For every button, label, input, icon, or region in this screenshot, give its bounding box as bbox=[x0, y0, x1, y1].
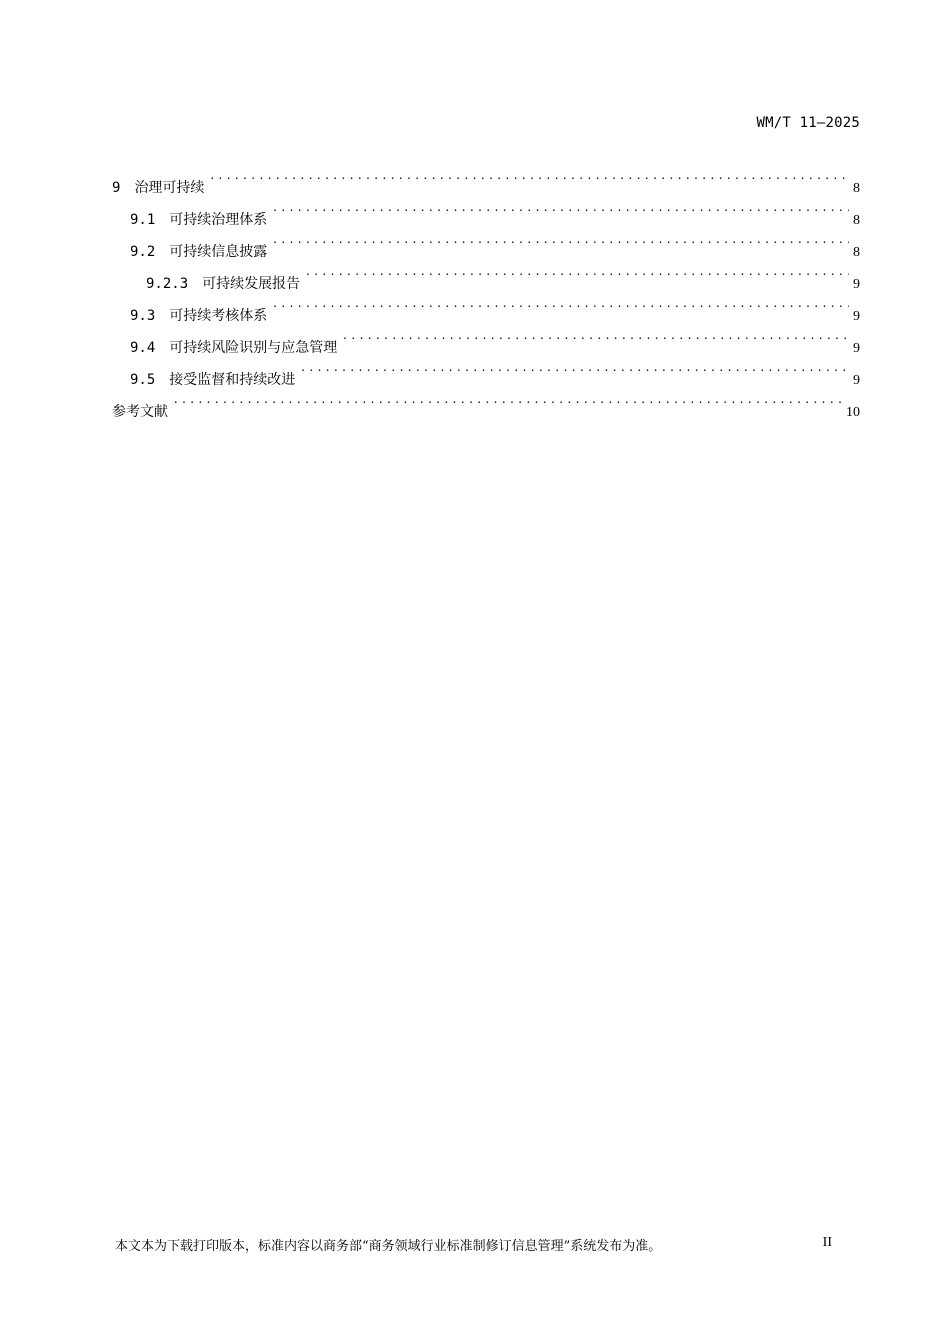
toc-entry-number: 9.4 bbox=[130, 340, 156, 356]
toc-entry-page: 9 bbox=[853, 341, 860, 356]
toc-entry-page: 10 bbox=[846, 405, 860, 420]
toc-entry-number: 9 bbox=[112, 180, 121, 196]
toc-entry-title: 可持续风险识别与应急管理 bbox=[169, 340, 338, 356]
toc-entry-page: 8 bbox=[853, 245, 860, 260]
toc-leader-dots bbox=[210, 160, 849, 192]
toc-entry-title: 接受监督和持续改进 bbox=[169, 372, 296, 388]
toc-entry-page: 8 bbox=[853, 181, 860, 196]
toc-entry-number: 9.1 bbox=[130, 212, 156, 228]
toc-entry-number: 9.2 bbox=[130, 244, 156, 260]
toc-entry-title: 参考文献 bbox=[112, 404, 168, 420]
toc-entry-title: 可持续发展报告 bbox=[202, 276, 301, 292]
standard-code: WM/T 11—2025 bbox=[756, 115, 860, 131]
toc-leader-dots bbox=[343, 320, 849, 352]
toc-entry-title: 可持续考核体系 bbox=[169, 308, 268, 324]
toc-entry-page: 9 bbox=[853, 309, 860, 324]
toc-entry-title: 可持续信息披露 bbox=[169, 244, 268, 260]
toc-entry-number: 9.5 bbox=[130, 372, 156, 388]
toc-leader-dots bbox=[273, 192, 849, 224]
toc-entry-references[interactable] bbox=[112, 384, 860, 420]
toc-entry-number: 9.3 bbox=[130, 308, 156, 324]
toc-entry-number: 9.2.3 bbox=[146, 276, 189, 292]
toc-entry-title: 可持续治理体系 bbox=[169, 212, 268, 228]
toc-entry-9[interactable] bbox=[112, 160, 860, 196]
toc-leader-dots bbox=[273, 288, 849, 320]
footer-disclaimer: 本文本为下载打印版本，标准内容以商务部“商务领域行业标准制修订信息管理”系统发布为准。 bbox=[115, 1239, 662, 1254]
toc-entry-title: 治理可持续 bbox=[134, 180, 205, 196]
toc-entry-page: 8 bbox=[853, 213, 860, 228]
toc-entry-9-1[interactable] bbox=[112, 192, 860, 228]
toc-leader-dots bbox=[174, 384, 842, 416]
toc-leader-dots bbox=[301, 352, 849, 384]
table-of-contents bbox=[112, 160, 860, 420]
toc-leader-dots bbox=[273, 224, 849, 256]
page-number: II bbox=[822, 1235, 832, 1250]
toc-entry-page: 9 bbox=[853, 373, 860, 388]
toc-leader-dots bbox=[306, 256, 849, 288]
toc-entry-page: 9 bbox=[853, 277, 860, 292]
